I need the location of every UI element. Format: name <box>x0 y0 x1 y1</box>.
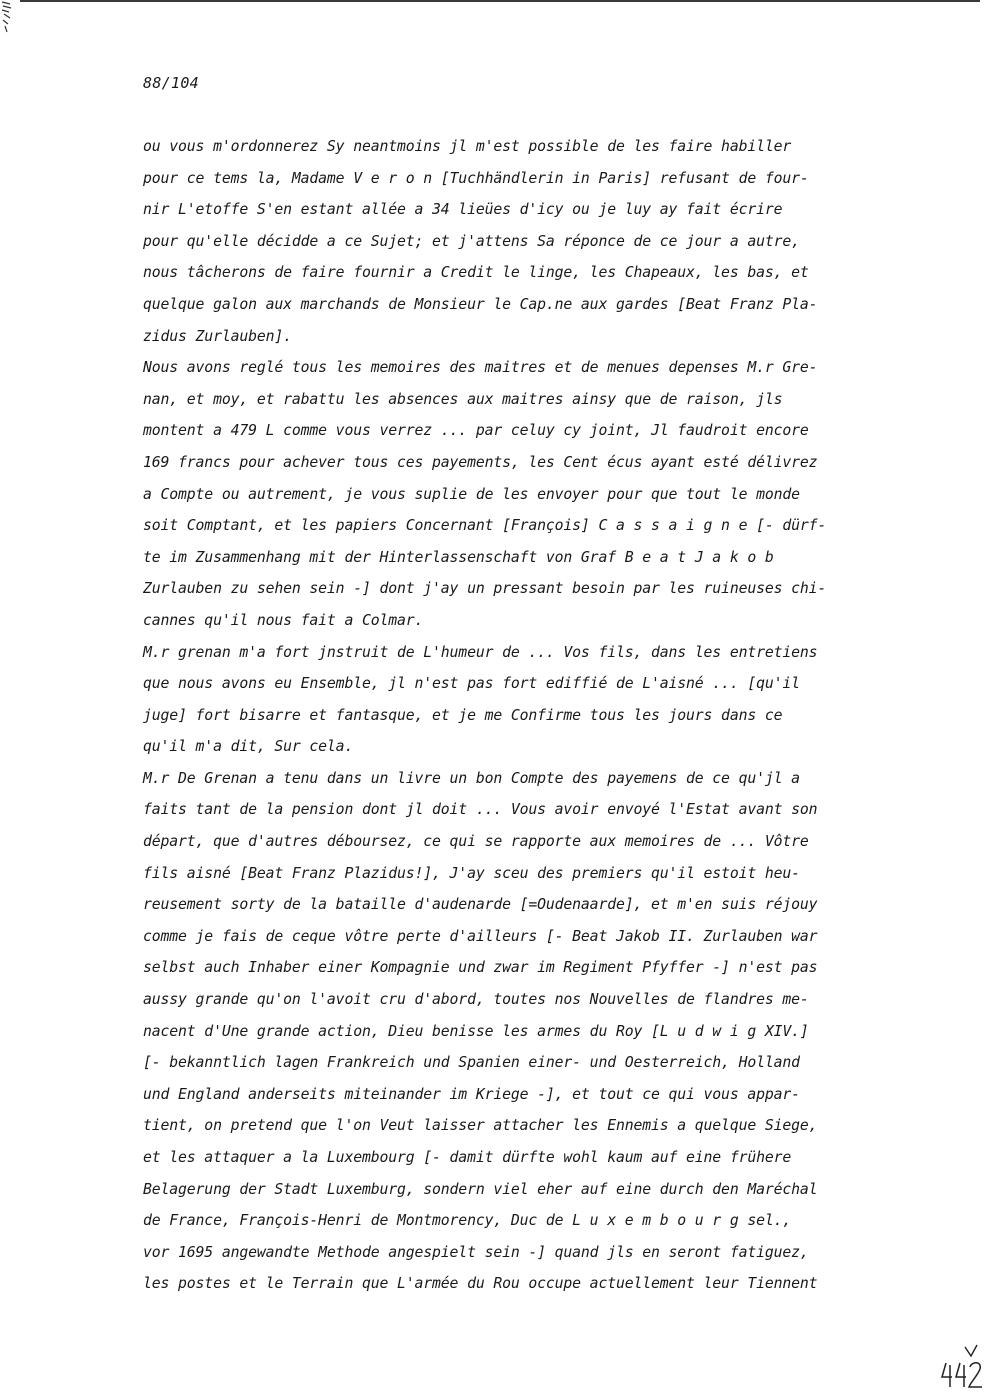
text-line: soit Comptant, et les papiers Concernant [François] C a s s a i g n e [- dürf- <box>143 517 827 535</box>
text-line: Zurlauben zu sehen sein -] dont j'ay un pressant besoin par les ruineuses chi- <box>143 580 827 598</box>
text-line: faits tant de la pension dont jl doit ... Vous avoir envoyé l'Estat avant son <box>143 801 818 819</box>
text-line: montent a 479 L comme vous verrez ... par celuy cy joint, Jl faudroit encore <box>143 422 809 440</box>
top-edge-rule <box>20 0 980 2</box>
text-line: et les attaquer a la Luxembourg [- damit dürfte wohl kaum auf eine frühere <box>143 1149 792 1166</box>
text-line: de France, François-Henri de Montmorency, Duc de L u x e m b o u r g sel., <box>143 1212 792 1230</box>
letter-body <box>143 131 923 1300</box>
text-line: aussy grande qu'on l'avoit cru d'abord, toutes nos Nouvelles de flandres me- <box>143 991 809 1009</box>
text-line: comme je fais de ceque vôtre perte d'ailleurs [- Beat Jakob II. Zurlauben war <box>143 927 818 945</box>
text-line: a Compte ou autrement, je vous suplie de les envoyer pour que tout le monde <box>143 485 800 503</box>
text-line: Nous avons reglé tous les memoires des maitres et de menues depenses M.r Gre- <box>143 359 818 377</box>
text-line: qu'il m'a dit, Sur cela. <box>143 738 354 756</box>
text-line: départ, que d'autres déboursez, ce qui se rapporte aux memoires de ... Vôtre <box>143 833 809 851</box>
text-line: juge] fort bisarre et fantasque, et je me Confirme tous les jours dans ce <box>143 706 783 724</box>
text-line: selbst auch Inhaber einer Kompagnie und zwar im Regiment Pfyffer -] n'est pas <box>143 959 818 977</box>
handwritten-folio-number <box>940 1357 984 1391</box>
text-line: ou vous m'ordonnerez Sy neantmoins jl m'est possible de les faire habiller <box>143 138 792 155</box>
text-line: quelque galon aux marchands de Monsieur le Cap.ne aux gardes [Beat Franz Pla- <box>143 295 818 313</box>
text-line: Belagerung der Stadt Luxemburg, sondern viel eher auf eine durch den Maréchal <box>143 1180 818 1198</box>
text-line: nan, et moy, et rabattu les absences aux maitres ainsy que de raison, jls <box>143 390 783 408</box>
text-line: pour ce tems la, Madame V e r o n [Tuchhändlerin in Paris] refusant de four- <box>143 169 809 187</box>
text-line: M.r De Grenan a tenu dans un livre un bon Compte des payemens de ce qu'jl a <box>143 769 800 787</box>
text-line: [- bekanntlich lagen Frankreich und Spanien einer- und Oesterreich, Holland <box>143 1054 800 1072</box>
text-line: pour qu'elle décidde a ce Sujet; et j'attens Sa réponce de ce jour a autre, <box>143 232 800 250</box>
check-mark-icon <box>963 1344 979 1358</box>
page-reference: 88/104 <box>143 74 199 92</box>
text-line: M.r grenan m'a fort jnstruit de L'humeur de ... Vos fils, dans les entretiens <box>143 643 818 661</box>
text-line: que nous avons eu Ensemble, jl n'est pas fort ediffié de L'aisné ... [qu'il <box>143 675 800 693</box>
text-line: und England anderseits miteinander im Kriege -], et tout ce qui vous appar- <box>143 1085 800 1103</box>
text-line: nir L'etoffe S'en estant allée a 34 lieües d'icy ou je luy ay fait écrire <box>143 201 783 219</box>
text-line: fils aisné [Beat Franz Plazidus!], J'ay sceu des premiers qu'il estoit heu- <box>143 864 800 882</box>
text-line: vor 1695 angewandte Methode angespielt sein -] quand jls en seront fatiguez, <box>143 1243 809 1261</box>
text-line: zidus Zurlauben]. <box>143 327 292 345</box>
text-line: nacent d'Une grande action, Dieu benisse les armes du Roy [L u d w i g XIV.] <box>143 1022 809 1040</box>
text-line: cannes qu'il nous fait a Colmar. <box>143 611 424 629</box>
text-line: te im Zusammenhang mit der Hinterlassenschaft von Graf B e a t J a k o b <box>143 548 774 566</box>
text-line: 169 francs pour achever tous ces payements, les Cent écus ayant esté délivrez <box>143 453 818 471</box>
text-line: nous tâcherons de faire fournir a Credit le linge, les Chapeaux, les bas, et <box>143 264 809 282</box>
binding-mark <box>0 0 14 40</box>
text-line: tient, on pretend que l'on Veut laisser attacher les Ennemis a quelque Siege, <box>143 1117 818 1135</box>
text-line: les postes et le Terrain que L'armée du Rou occupe actuellement leur Tiennent <box>143 1275 818 1293</box>
text-line: reusement sorty de la bataille d'audenarde [=Oudenaarde], et m'en suis réjouy <box>143 896 818 914</box>
